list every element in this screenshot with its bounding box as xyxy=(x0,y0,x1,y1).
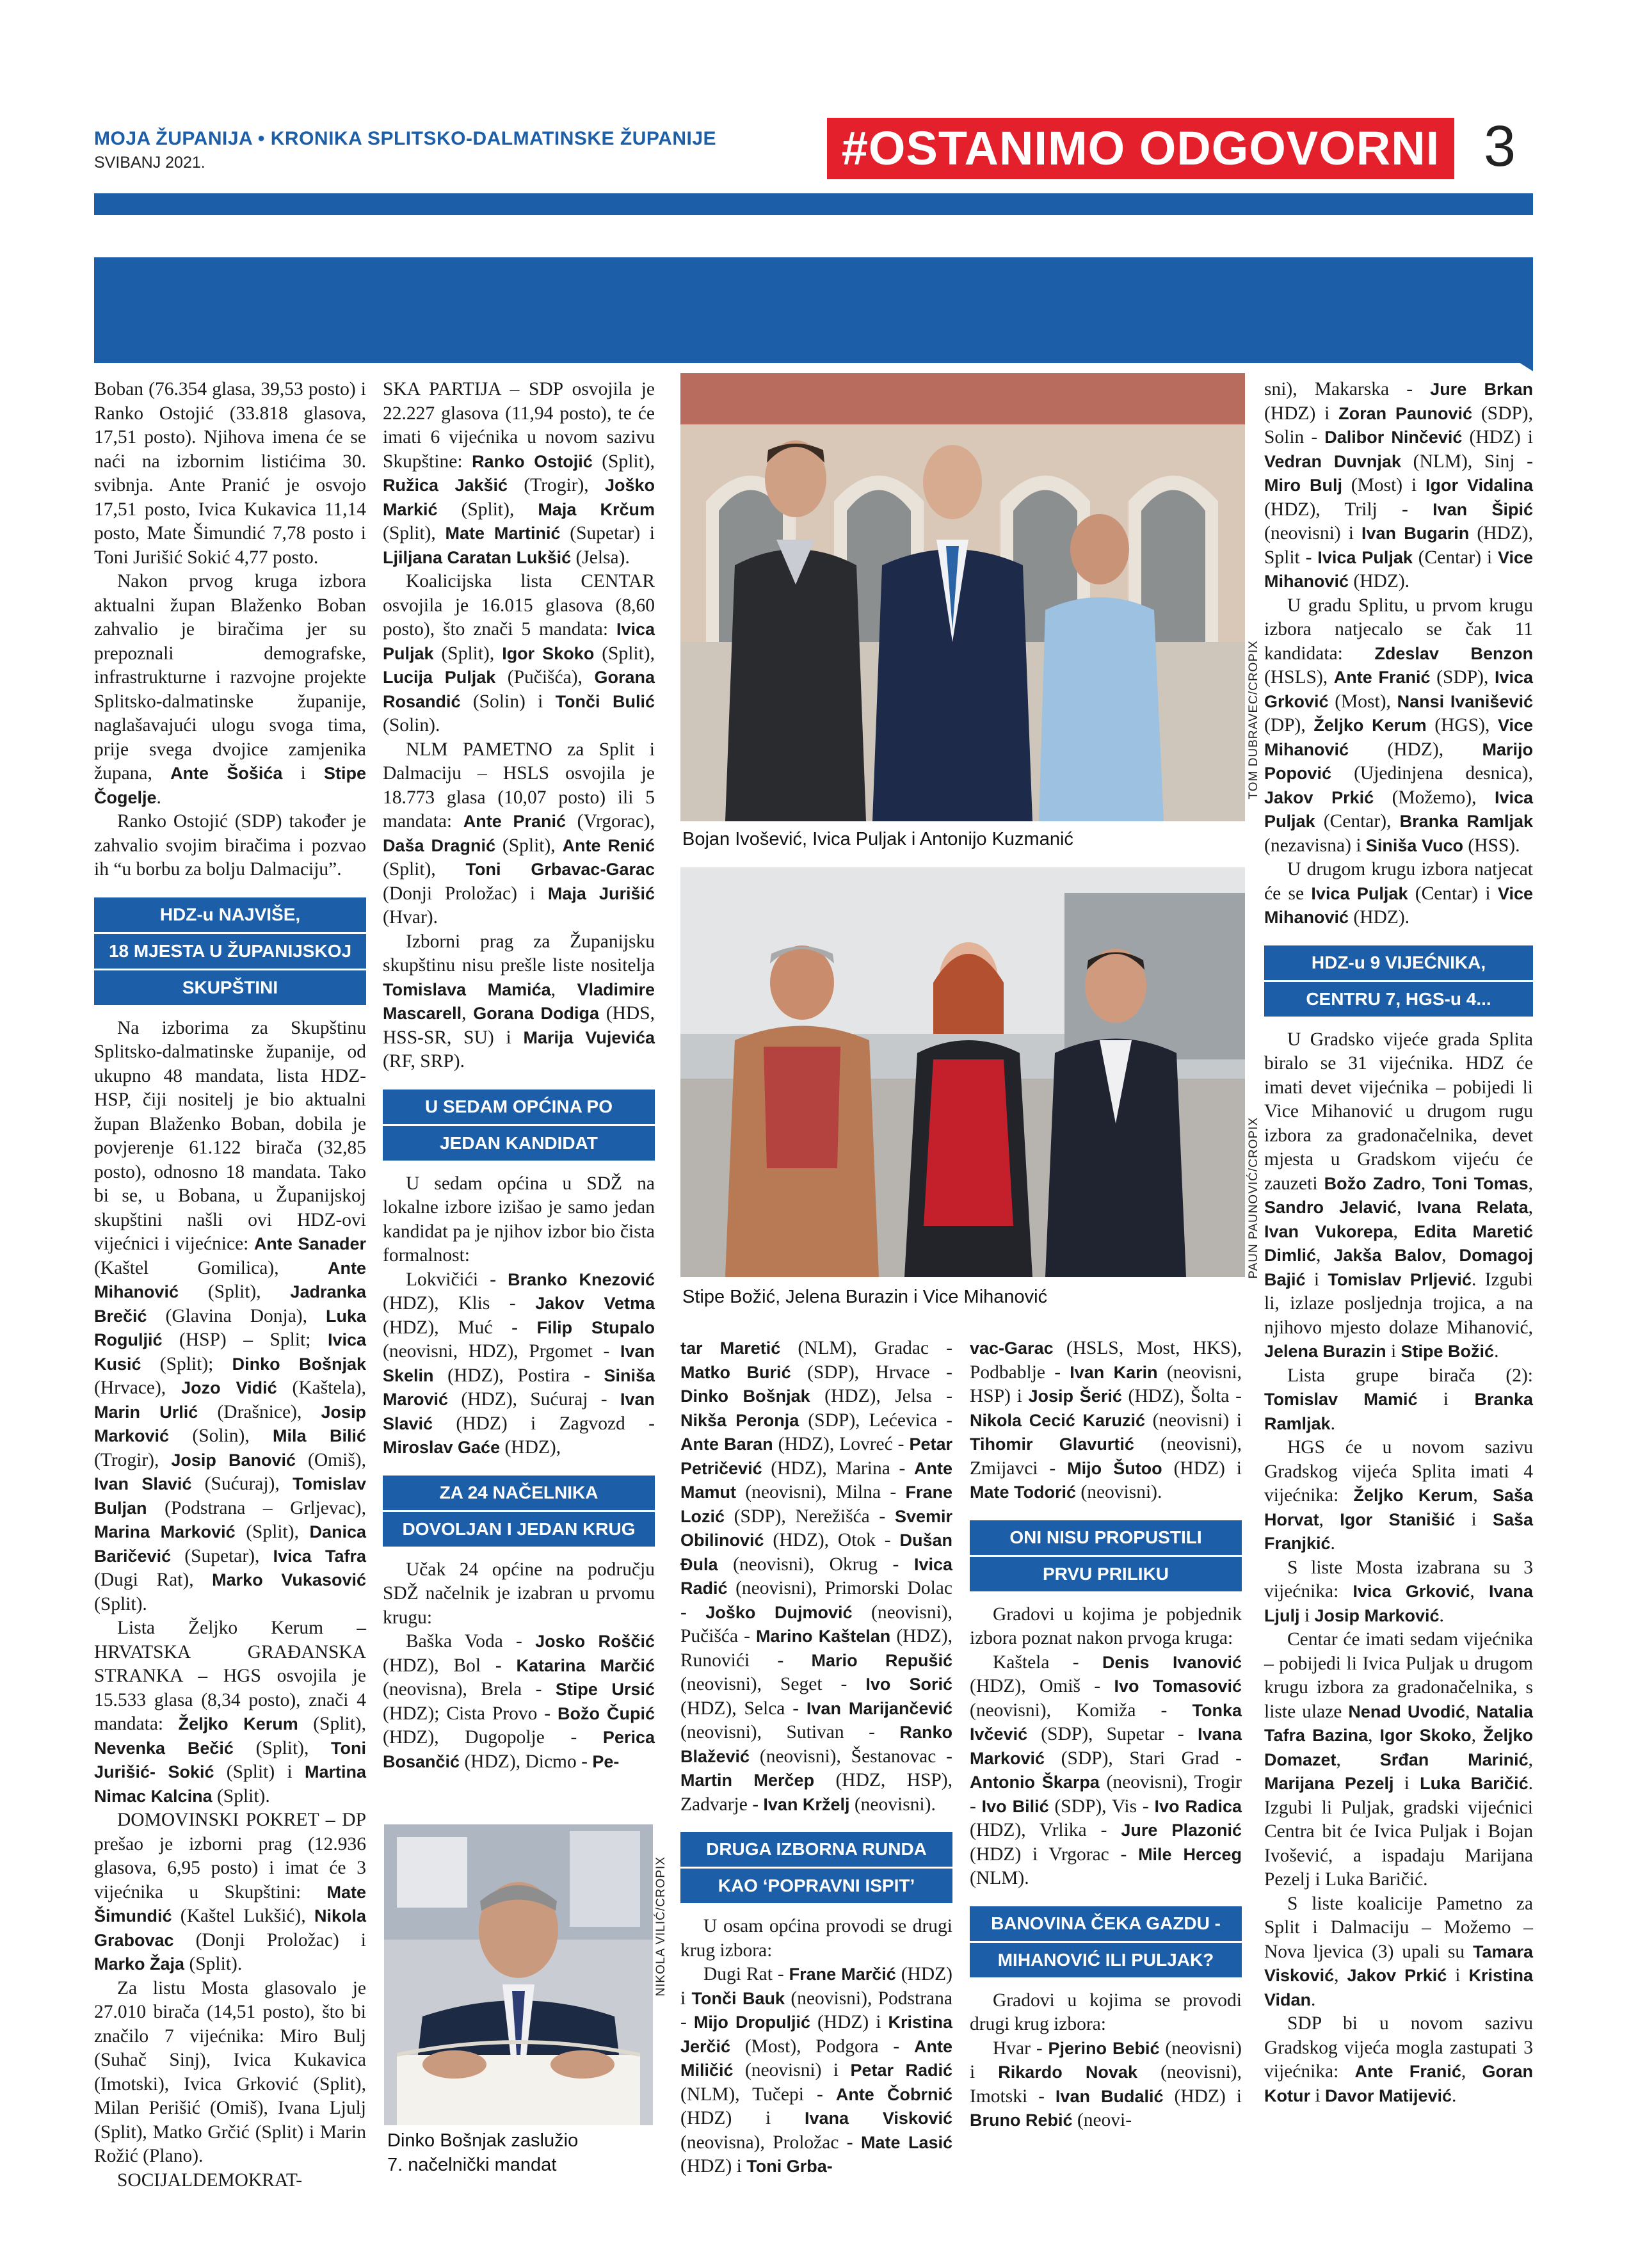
subhead-box-sedam-opcina: U SEDAM OPĆINA PO JEDAN KANDIDAT xyxy=(383,1090,655,1161)
photo-top xyxy=(680,373,1245,821)
column-1: Boban (76.354 glasa, 39,53 posto) i Ranko Ostojić (33.818 glasova, 17,51 posto). Njihova imena će se naći na izbornim listićima 30. svibnja. Ante Pranić je osvojo 17,51 posto, Ivica Kukavica 11,14 posto, Mate Šimundić 7,78 posto i Toni Jurišić Sokić 4,77 posto. Nakon prvog kruga izbora aktualni župan Blaženko Boban zahvalio je biračima jer su prepoznali demografske, infrastrukturne i razvojne projekte Splitsko-dalmatinske županije, naglašavajući ulogu svoga tima, prije svega dvojice zamjenika župana, Ante Šošića i Stipe Čogelje. Ranko Ostojić (SDP) također je zahvalio svojim biračima i pozvao ih “u borbu za bolju Dalmaciju”. HDZ-u NAJVIŠE, 18 MJESTA U ŽUPANIJSKOJ SKUPŠTINI Na izborima za Skupštinu Splitsko-dalmatinske županije, od ukupno 48 mandata, lista HDZ-HSP, čiji nositelj je bio aktualni župan Blaženko Boban, dobila je povjerenje 61.122 birača (32,85 posto), odnosno 18 mandata. Tako bi se, u Bobana, u Županijskoj skupštini našli ovi HDZ-ovi vijećnici i vijećnice: Ante Sanader (Kaštel Gomilica), Ante Mihanović (Split), Jadranka Brečić (Glavina Donja), Luka Roguljić (HSP) – Split; Ivica Kusić (Split); Dinko Bošnjak (Hrvace), Jozo Vidić (Kaštela), Marin Urlić (Drašnice), Josip Marković (Solin), Mila Bilić (Trogir), Josip Banović (Omiš), Ivan Slavić (Sućuraj), Tomislav Buljan (Podstrana – Grljevac), Marina Marković (Split), Danica Baričević (Supetar), Ivica Tafra (Dugi Rat), Marko Vukasović (Split). Lista Željko Kerum – HRVATSKA GRAĐANSKA STRANKA – HGS osvojila je 15.533 glasa (8,34 posto), znači 4 mandata: Željko Kerum (Split), Nevenka Bečić (Split), Toni Jurišić- Sokić (Split) i Martina Nimac Kalcina (Split). DOMOVINSKI POKRET – DP prešao je izborni prag (12.936 glasova, 6,95 posto) i imat će 3 vijećnika u Skupštini: Mate Šimundić (Kaštel Lukšić), Nikola Grabovac (Donji Proložac) i Marko Žaja (Split). Za listu Mosta glasovalo je 27.010 birača (14,51 posto), što bi značilo 7 vijećnika: Miro Bulj (Suhač Sinj), Ivica Kukavica (Imotski), Ivica Grković (Split), Milan Perišić (Omiš), Ivana Ljulj (Split), Matko Grčić (Split) i Marin Rožić (Plano). SOCIJALDEMOKRAT- xyxy=(94,379,367,2191)
header-blue-strip xyxy=(94,193,1533,215)
column-4: vac-Garac (HSLS, Most, HKS), Podbablje - Ivan Karin (neovisni, HSP) i Josip Šerić (HDZ), Šolta - Nikola Cecić Karuzić (neovisni) i Tihomir Glavurtić (neovisni), Zmijavci - Mijo Šutoo (HDZ) i Mate Todorić (neovisni). ONI NISU PROPUSTILI PRVU PRILIKU Gradovi u kojima je pobjednik izbora poznat nakon prvoga kruga: Kaštela - Denis Ivanović (HDZ), Omiš - Ivo Tomasović (neovisni), Komiža - Tonka Ivčević (SDP), Supetar - Ivana Marković (SDP), Stari Grad - Antonio Škarpa (neovisni), Trogir - Ivo Bilić (SDP), Vis - Ivo Radica (HDZ), Vrlika - Jure Plazonić (HDZ) i Vrgorac - Mile Herceg (NLM). BANOVINA ČEKA GAZDU - MIHANOVIĆ ILI PULJAK? Gradovi u kojima se provodi drugi krug izbora: Hvar - Pjerino Bebić (neovisni) i Rikardo Novak (neovisni), Imotski - Ivan Budalić (HDZ) i Bruno Rebić (neovi- xyxy=(970,1338,1242,2130)
column-2: SKA PARTIJA – SDP osvojila je 22.227 glasova (11,94 posto), te će imati 6 vijećnika u novom sazivu Skupštine: Ranko Ostojić (Split), Ružica Jakšić (Trogir), Joško Markić (Split), Maja Krčum (Split), Mate Martinić (Supetar) i Ljiljana Caratan Lukšić (Jelsa). Koalicijska lista CENTAR osvojila je 16.015 glasova (8,60 posto), što znači 5 mandata: Ivica Puljak (Split), Igor Skoko (Split), Lucija Puljak (Pučišća), Gorana Rosandić (Solin) i Tonči Bulić (Solin). NLM PAMETNO za Split i Dalmaciju – HSLS osvojila je 18.773 glasa (10,07 posto) ili 5 mandata: Ante Pranić (Vrgorac), Daša Dragnić (Split), Ante Renić (Split), Toni Grbavac-Garac (Donji Proložac) i Maja Jurišić (Hvar). Izborni prag za Županijsku skupštinu nisu prešle liste nositelja Tomislava Mamića, Vladimire Mascarell, Gorana Dodiga (HDS, HSS-SR, SU) i Marija Vujevića (RF, SRP). U SEDAM OPĆINA PO JEDAN KANDIDAT U sedam općina u SDŽ na lokalne izbore izišao je samo jedan kandidat pa je njihov izbor bio čista formalnost: Lokvičići - Branko Knezović (HDZ), Klis - Jakov Vetma (HDZ), Muć - Filip Stupalo (neovisni, HDZ), Prgomet - Ivan Skelin (HDZ), Postira - Siniša Marović (HDZ), Sućuraj - Ivan Slavić (HDZ) i Zagvozd - Miroslav Gaće (HDZ), ZA 24 NAČELNIKA DOVOLJAN I JEDAN KRUG Učak 24 općine na području SDŽ načelnik je izabran u prvomu krugu: Baška Voda - Josko Roščić (HDZ), Bol - Katarina Marčić (neovisna), Brela - Stipe Ursić (HDZ); Cista Provo - Božo Čupić (HDZ), Dugopolje - Perica Bosančić (HDZ), Dicmo - Pe- xyxy=(383,379,655,1772)
page-number: 3 xyxy=(1484,115,1516,179)
column-5: sni), Makarska - Jure Brkan (HDZ) i Zoran Paunović (SDP), Solin - Dalibor Ninčević (HDZ) i Vedran Duvnjak (NLM), Sinj - Miro Bulj (Most) i Igor Vidalina (HDZ), Trilj - Ivan Šipić (neovisni) i Ivan Bugarin (HDZ), Split - Ivica Puljak (Centar) i Vice Mihanović (HDZ). U gradu Splitu, u prvom krugu izbora natjecalo se čak 11 kandidata: Zdeslav Benzon (HSLS), Ante Franić (SDP), Ivica Grković (Most), Nansi Ivanišević (DP), Željko Kerum (HGS), Vice Mihanović (HDZ), Marijo Popović (Ujedinjena desnica), Jakov Prkić (Možemo), Ivica Puljak (Centar), Branka Ramljak (nezavisna) i Siniša Vuco (HSS). U drugom krugu izbora natjecat će se Ivica Puljak (Centar) i Vice Mihanović (HDZ). HDZ-u 9 VIJEĆNIKA, CENTRU 7, HGS-u 4... U Gradsko vijeće grada Splita biralo se 31 vijećnika. HDZ će imati devet vijećnika – pobijedi li Vice Mihanović u drugom rugu izbora za gradonačelnika, devet mjesta u Gradskom vijeću će zauzeti Božo Zadro, Toni Tomas, Sandro Jelavić, Ivana Relata, Ivan Vukorepa, Edita Maretić Dimlić, Jakša Balov, Domagoj Bajić i Tomislav Prljević. Izgubi li, izlaze posljednja trojica, a na njihovo mjesto dolaze Mihanović, Jelena Burazin i Stipe Božić. Lista grupe birača (2): Tomislav Mamić i Branka Ramljak. HGS će u novom sazivu Gradskog vijeća Splita imati 4 vijećnika: Željko Kerum, Saša Horvat, Igor Stanišić i Saša Franjkić. S liste Mosta izabrana su 3 vijećnika: Ivica Grković, Ivana Ljulj i Josip Marković. Centar će imati sedam vijećnika – pobijedi li Ivica Puljak u drugom krugu izbora za gradonačelnika, s liste ulaze Nenad Uvodić, Natalia Tafra Bazina, Igor Skoko, Željko Domazet, Srđan Marinić, Marijana Pezelj i Luka Baričić. Izgubi li Puljak, gradski vijećnici Centra bit će Ivica Puljak i Bojan Ivošević, a ispadaju Marijana Pezelj i Luka Baričić. S liste koalicije Pametno za Split i Dalmaciju – Možemo – Nova ljevica (3) upali su Tamara Visković, Jakov Prkić i Kristina Vidan. SDP bi u novom sazivu Gradskog vijeća mogla zastupati 3 vijećnika: Ante Franić, Goran Kotur i Davor Matijević. xyxy=(1264,379,1534,2106)
subhead-box-druga-runda: DRUGA IZBORNA RUNDA KAO ‘POPRAVNI ISPIT’ xyxy=(680,1832,952,1903)
subhead-box-hdz-najvise: HDZ-u NAJVIŠE, 18 MJESTA U ŽUPANIJSKOJ SKUPŠTINI xyxy=(94,897,366,1005)
photo-caption-middle: Stipe Božić, Jelena Burazin i Vice Mihanović xyxy=(682,1287,1048,1307)
photo-credit-middle: PAUN PAUNOVIĆ/CROPIX xyxy=(1247,1117,1260,1279)
photo-credit-bottom: NIKOLA VILIĆ/CROPIX xyxy=(654,1856,668,1997)
subhead-box-oni-nisu: ONI NISU PROPUSTILI PRVU PRILIKU xyxy=(970,1520,1242,1591)
photo-caption-bottom-1: Dinko Bošnjak zaslužio xyxy=(387,2130,579,2151)
photo-dinko-bosnjak xyxy=(384,1824,653,2125)
subhead-box-24-nacelnika: ZA 24 NAČELNIKA DOVOLJAN I JEDAN KRUG xyxy=(383,1476,655,1547)
issue-date: SVIBANJ 2021. xyxy=(94,154,205,172)
corner-fold xyxy=(1472,333,1533,371)
subhead-box-banovina: BANOVINA ČEKA GAZDU - MIHANOVIĆ ILI PULJAK? xyxy=(970,1906,1242,1977)
photo-middle xyxy=(680,867,1245,1277)
subhead-box-hdz-9: HDZ-u 9 VIJEĆNIKA, CENTRU 7, HGS-u 4... xyxy=(1264,945,1533,1017)
section-title: MOJA ŽUPANIJA • KRONIKA SPLITSKO-DALMATINSKE ŽUPANIJE xyxy=(94,128,717,149)
photo-credit-top: TOM DUBRAVEC/CROPIX xyxy=(1247,640,1260,800)
photo-caption-bottom-2: 7. načelnički mandat xyxy=(387,2155,557,2175)
column-3: tar Maretić (NLM), Gradac - Matko Burić (SDP), Hrvace - Dinko Bošnjak (HDZ), Jelsa - Nikša Peronja (SDP), Lećevica - Ante Baran (HDZ), Lovreć - Petar Petričević (HDZ), Marina - Ante Mamut (neovisni), Milna - Frane Lozić (SDP), Nerežišća - Svemir Obilinović (HDZ), Otok - Dušan Đula (neovisni), Okrug - Ivica Radić (neovisni), Primorski Dolac - Joško Dujmović (neovisni), Pučišća - Marino Kaštelan (HDZ), Runovići - Mario Repušić (neovisni), Seget - Ivo Sorić (HDZ), Selca - Ivan Marijančević (neovisni), Sutivan - Ranko Blažević (neovisni), Šestanovac - Martin Merčep (HDZ, HSP), Zadvarje - Ivan Krželj (neovisni). DRUGA IZBORNA RUNDA KAO ‘POPRAVNI ISPIT’ U osam općina provodi se drugi krug izbora: Dugi Rat - Frane Marčić (HDZ) i Tonči Bauk (neovisni), Podstrana - Mijo Dropuljić (HDZ) i Kristina Jerčić (Most), Podgora - Ante Miličić (neovisni) i Petar Radić (NLM), Tučepi - Ante Čobrnić (HDZ) i Ivana Visković (neovisna), Proložac - Mate Lasić (HDZ) i Toni Grba- xyxy=(680,1338,953,2176)
hashtag-banner: #OSTANIMO ODGOVORNI xyxy=(827,118,1454,179)
header-blue-band xyxy=(94,257,1533,363)
photo-caption-top: Bojan Ivošević, Ivica Puljak i Antonijo Kuzmanić xyxy=(682,829,1073,849)
